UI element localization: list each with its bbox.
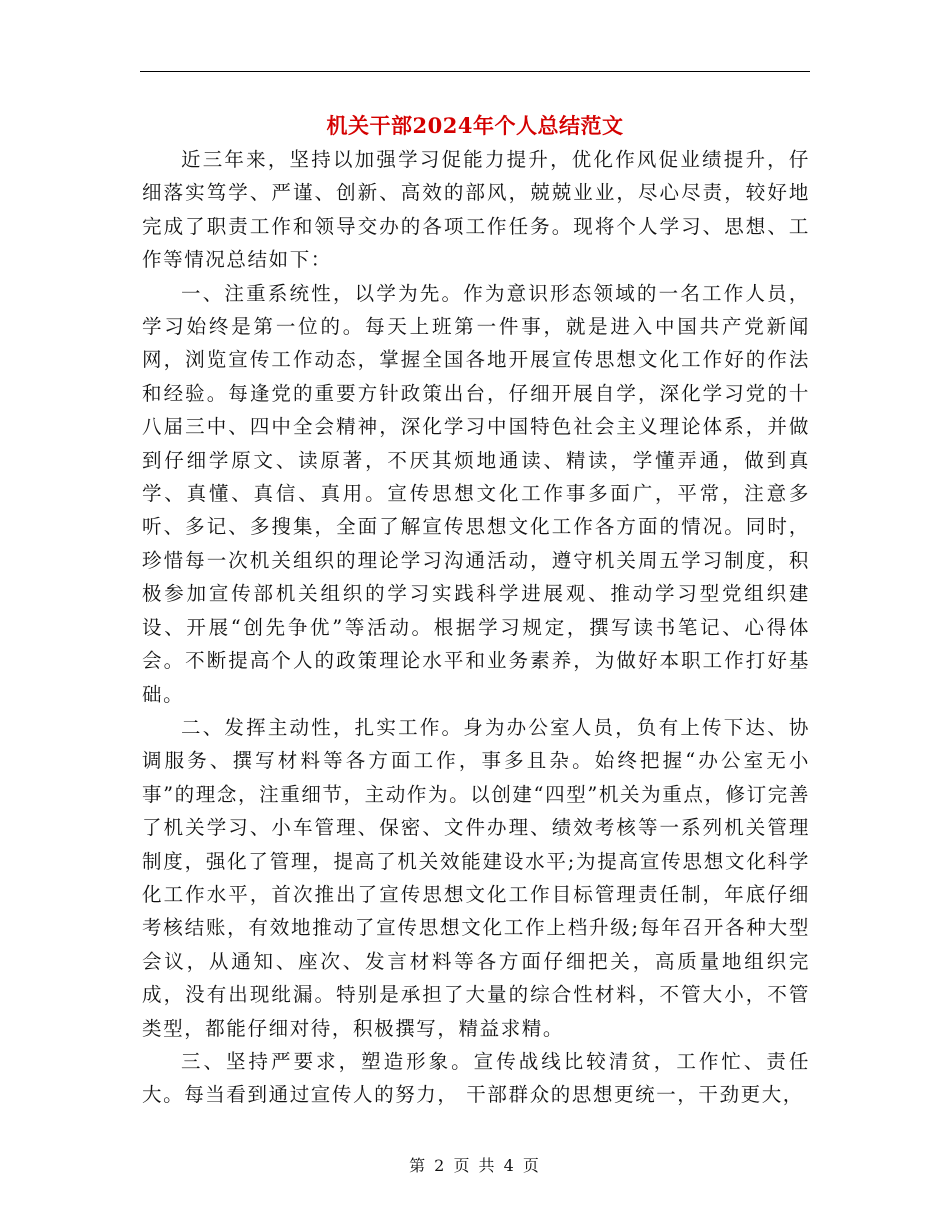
paragraph-intro: 近三年来，坚持以加强学习促能力提升，优化作风促业绩提升，仔细落实笃学、严谨、创新、高效的部风，兢兢业业，尽心尽责，较好地完成了职责工作和领导交办的各项工作任务。现将个人学习、思想、工作等情况总结如下：	[142, 148, 810, 272]
paragraph-section-1: 一、注重系统性，以学为先。作为意识形态领域的一名工作人员，学习始终是第一位的。每天上班第一件事，就是进入中国共产党新闻网，浏览宣传工作动态，掌握全国各地开展宣传思想文化工作好的作法和经验。每逢党的重要方针政策出台，仔细开展自学，深化学习党的十八届三中、四中全会精神，深化学习中国特色社会主义理论体系，并做到仔细学原文、读原著，不厌其烦地通读、精读，学懂弄通，做到真学、真懂、真信、真用。宣传思想文化工作事多面广，平常，注意多听、多记、多搜集，全面了解宣传思想文化工作各方面的情况。同时，珍惜每一次机关组织的理论学习沟通活动，遵守机关周五学习制度，积极参加宣传部机关组织的学习实践科学进展观、推动学习型党组织建设、开展“创先争优”等活动。根据学习规定，撰写读书笔记、心得体会。不断提高个人的政策理论水平和业务素养，为做好本职工作打好基础。	[142, 281, 810, 706]
paragraph-section-2: 二、发挥主动性，扎实工作。身为办公室人员，负有上传下达、协调服务、撰写材料等各方面工作，事多且杂。始终把握“办公室无小事”的理念，注重细节，主动作为。以创建“四型”机关为重点，修订完善了机关学习、小车管理、保密、文件办理、绩效考核等一系列机关管理制度，强化了管理，提高了机关效能建设水平;为提高宣传思想文化科学化工作水平，首次推出了宣传思想文化工作目标管理责任制，年底仔细考核结账，有效地推动了宣传思想文化工作上档升级;每年召开各种大型会议，从通知、座次、发言材料等各方面仔细把关，高质量地组织完成，没有出现纰漏。特别是承担了大量的综合性材料，不管大小，不管类型，都能仔细对待，积极撰写，精益求精。	[142, 715, 810, 1040]
header-rule	[140, 71, 810, 72]
document-body	[142, 143, 810, 1112]
paragraph-section-3: 三、坚持严要求，塑造形象。宣传战线比较清贫，工作忙、责任大。每当看到通过宣传人的努力， 干部群众的思想更统一，干劲更大，	[142, 1049, 810, 1107]
page-number-footer: 第 2 页 共 4 页	[409, 1156, 541, 1175]
document-title: 机关干部2024年个人总结范文	[326, 113, 624, 138]
